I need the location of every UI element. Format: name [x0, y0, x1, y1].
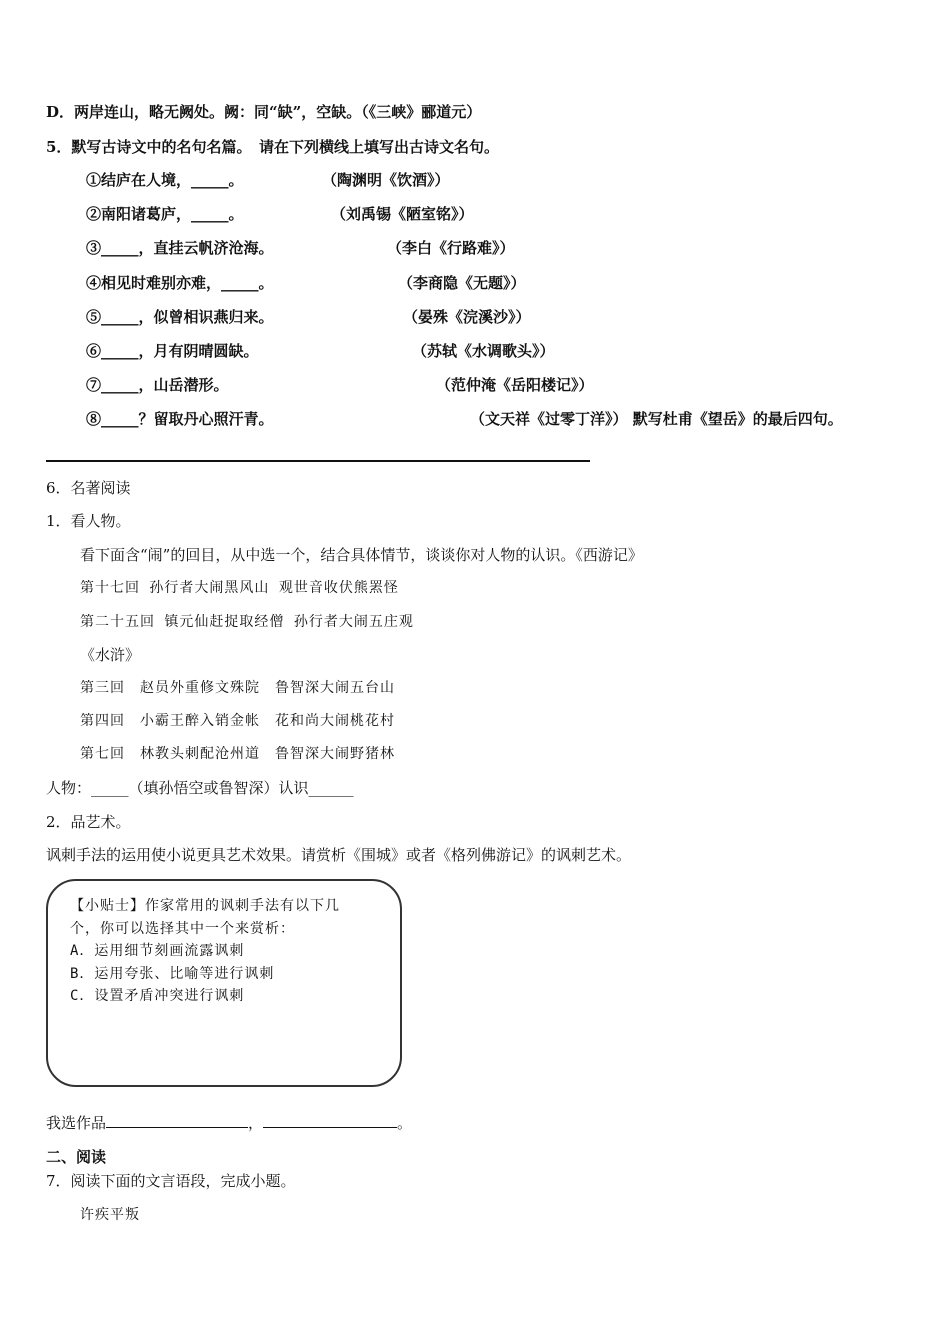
q5-item-7: ⑦_____，山岳潜形。 [86, 376, 229, 394]
passage-title: 许疾平叛 [80, 1207, 140, 1223]
answer-line [46, 460, 590, 462]
section-2-title: 二、阅读 [46, 1148, 107, 1166]
q5-item-8: ⑧_____？留取丹心照汗青。 [86, 410, 274, 428]
q5-item-2: ②南阳诸葛庐，_____。 [86, 205, 244, 223]
shuihu-chapter-3: 第三回 赵员外重修文殊院 鲁智深大闹五台山 [80, 680, 395, 696]
q5-item-3: ③_____，直挂云帆济沧海。 [86, 239, 274, 257]
q5-source-2: （刘禹锡《陋室铭》） [331, 205, 474, 223]
q5-title: 5．默写古诗文中的名句名篇。 请在下列横线上填写出古诗文名句。 [46, 138, 499, 156]
choose-end: 。 [397, 1114, 413, 1132]
tip-option-a: A．运用细节刻画流露讽刺 [70, 943, 245, 959]
xiyouji-chapter-17: 第十七回 孙行者大闹黑风山 观世音收伏熊罴怪 [80, 580, 399, 596]
q5-source-7: （范仲淹《岳阳楼记》） [436, 376, 594, 394]
q6-sub1-title: 1．看人物。 [46, 512, 131, 530]
q6-sub1-prompt: 看下面含“闹”的回目，从中选一个，结合具体情节，谈谈你对人物的认识。《西游记》 [80, 546, 643, 564]
work-blank-2[interactable] [263, 1113, 397, 1128]
q5-source-3: （李白《行路难》） [387, 239, 515, 257]
choose-comma: ， [248, 1114, 264, 1132]
tip-line-1: 【小贴士】作家常用的讽刺手法有以下几 [70, 898, 340, 914]
character-fill-line[interactable]: 人物：_____（填孙悟空或鲁智深）认识______ [46, 779, 354, 797]
xiyouji-chapter-25: 第二十五回 镇元仙赶捉取经僧 孙行者大闹五庄观 [80, 614, 414, 630]
tip-option-c: C．设置矛盾冲突进行讽刺 [70, 988, 245, 1004]
choose-work-line [46, 1113, 412, 1133]
tip-option-b: B．运用夸张、比喻等进行讽刺 [70, 966, 275, 982]
q5-item-1: ①结庐在人境，_____。 [86, 171, 244, 189]
tip-box [46, 879, 402, 1087]
work-blank-1[interactable] [106, 1113, 248, 1128]
shuihu-chapter-4: 第四回 小霸王醉入销金帐 花和尚大闹桃花村 [80, 713, 395, 729]
q6-sub2-title: 2．品艺术。 [46, 813, 131, 831]
shuihu-title: 《水浒》 [80, 646, 141, 664]
choose-label: 我选作品 [46, 1114, 107, 1132]
shuihu-chapter-7: 第七回 林教头刺配沧州道 鲁智深大闹野猪林 [80, 746, 395, 762]
q5-source-6: （苏轼《水调歌头》） [412, 342, 555, 360]
q5-source-4: （李商隐《无题》） [398, 274, 526, 292]
q6-sub2-prompt: 讽刺手法的运用使小说更具艺术效果。请赏析《围城》或者《格列佛游记》的讽刺艺术。 [46, 846, 632, 864]
tip-line-2: 个，你可以选择其中一个来赏析： [70, 921, 295, 937]
q5-source-8: （文天祥《过零丁洋》） 默写杜甫《望岳》的最后四句。 [470, 410, 843, 428]
q5-source-1: （陶渊明《饮酒》） [322, 171, 450, 189]
q5-item-4: ④相见时难别亦难，_____。 [86, 274, 274, 292]
q5-item-5: ⑤_____，似曾相识燕归来。 [86, 308, 274, 326]
q7-title: 7．阅读下面的文言语段，完成小题。 [46, 1172, 296, 1190]
q6-title: 6．名著阅读 [46, 479, 131, 497]
q5-source-5: （晏殊《浣溪沙》） [403, 308, 531, 326]
option-d: D．两岸连山，略无阙处。阙：同“缺”，空缺。（《三峡》郦道元） [46, 103, 482, 121]
q5-item-6: ⑥_____，月有阴晴圆缺。 [86, 342, 259, 360]
